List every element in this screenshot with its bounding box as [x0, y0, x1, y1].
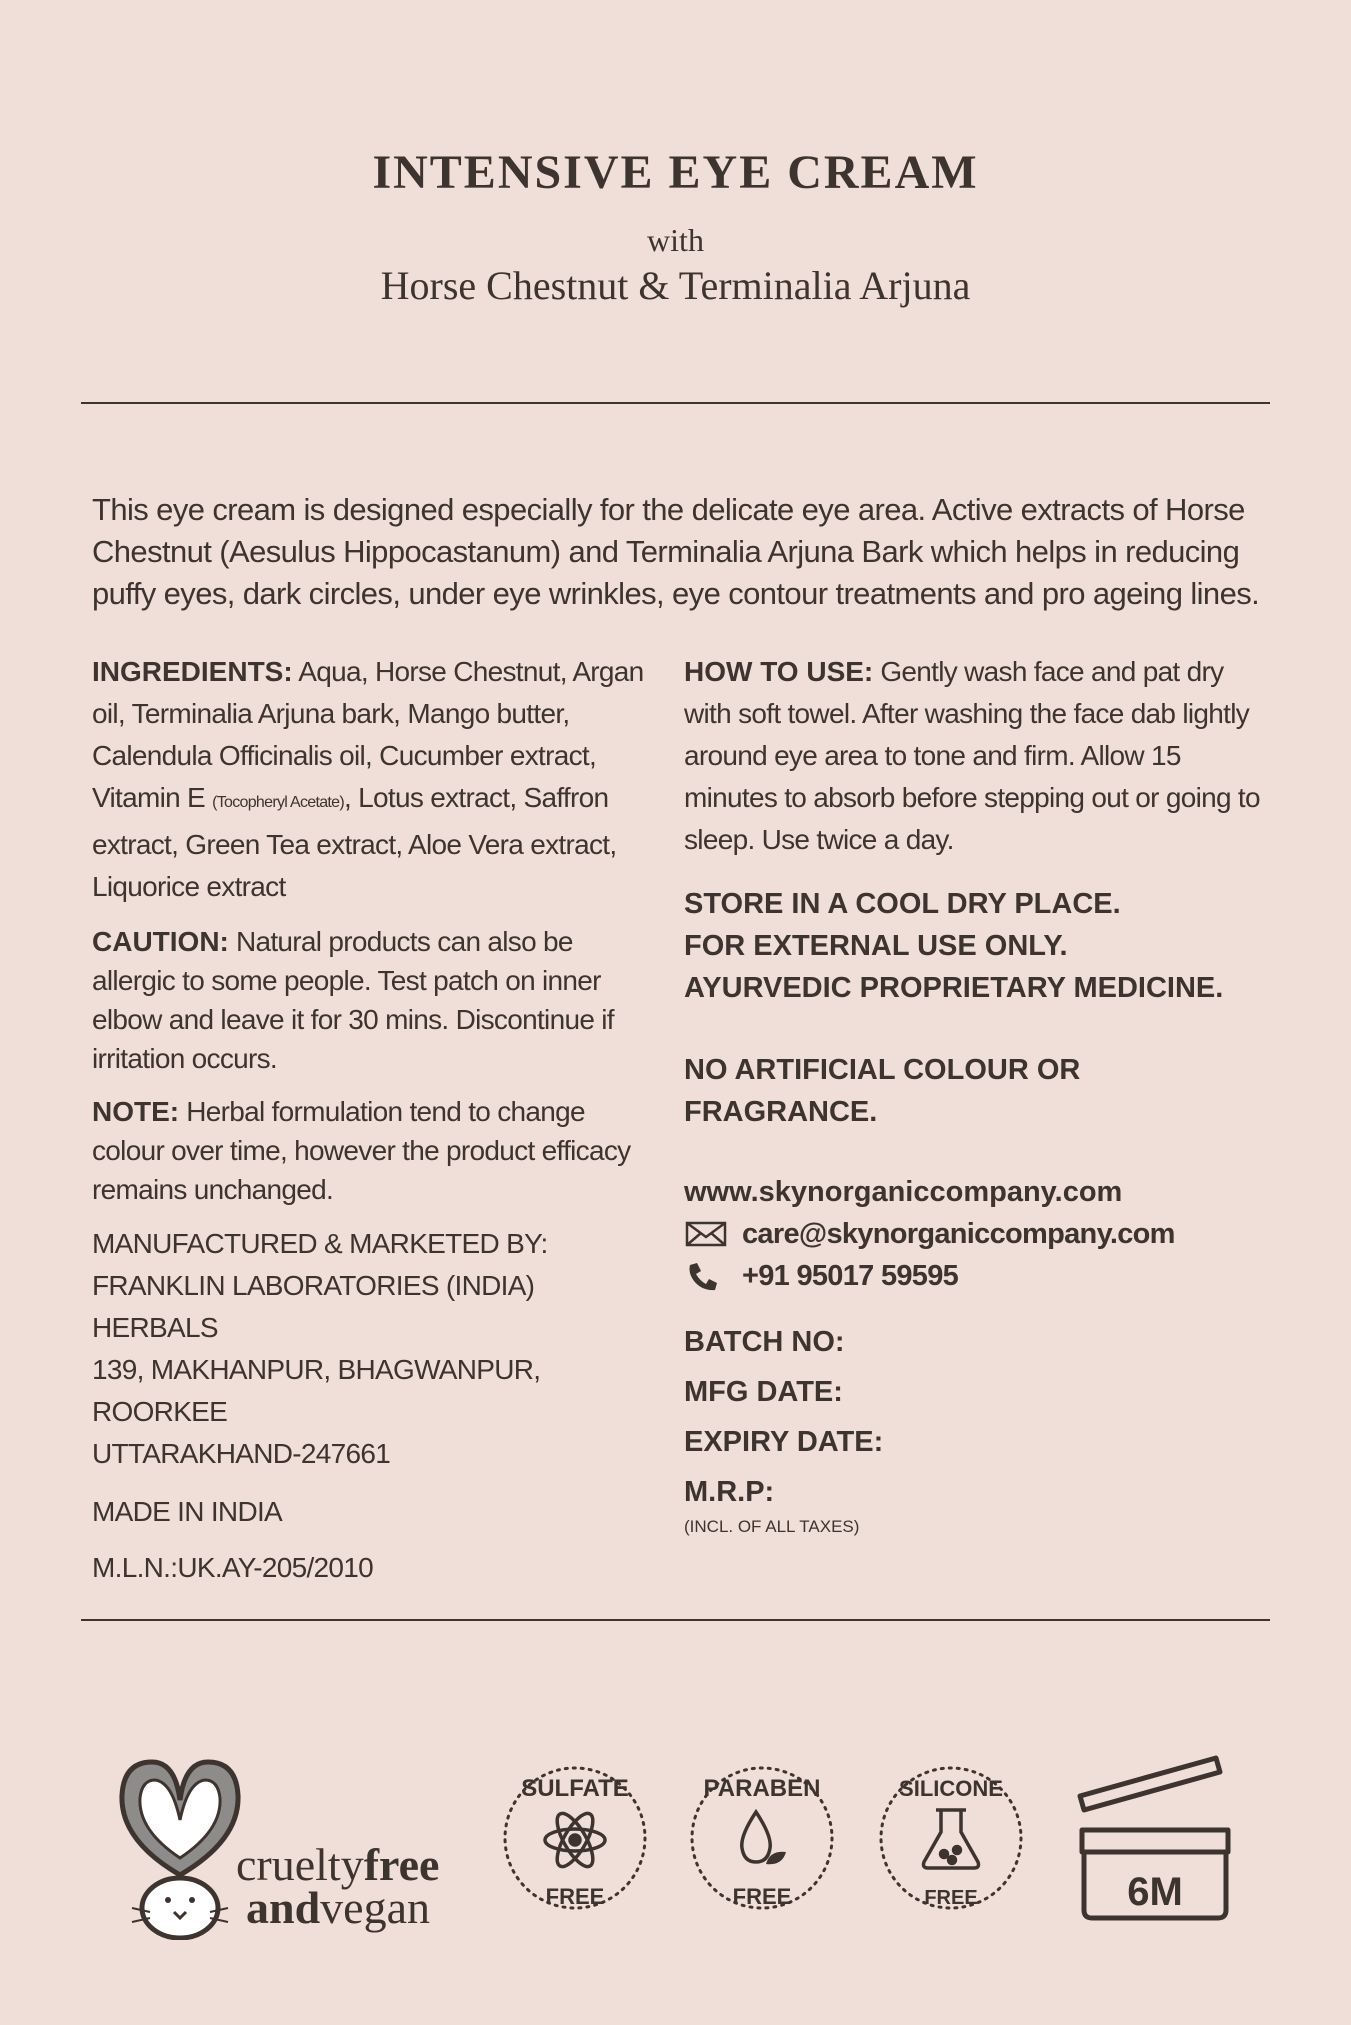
intro-paragraph: This eye cream is designed especially for the delicate eye area. Active extracts of Horse Chestnut (Aesulus Hippocastanum) and Terminalia Arjuna Bark which helps in reducing puffy eyes, dark circles, under eye wrinkles, eye contour treatments and pro ageing lines. — [92, 492, 1260, 611]
badges-row — [0, 1740, 1351, 1940]
left-column — [92, 651, 652, 1589]
ingredients-text-b: , Lotus extract, Saffron extract, Green Tea extract, Aloe Vera extract, Liquorice extract — [92, 782, 617, 902]
rabbit-heart-icon — [122, 1762, 238, 1938]
cruelty-free-badge — [122, 1762, 440, 1938]
product-with: with — [647, 222, 704, 258]
website-link[interactable]: www.skynorganiccompany.com — [684, 1176, 1123, 1208]
mrp-label: M.R.P: — [684, 1476, 775, 1508]
top-divider — [81, 402, 1270, 404]
phone-number[interactable]: +91 95017 59595 — [742, 1260, 959, 1292]
contact-block — [684, 1171, 1264, 1297]
atom-icon — [545, 1809, 605, 1872]
how-to-use-section — [684, 651, 1264, 861]
drop-leaf-icon — [742, 1812, 786, 1864]
pao-text: 6M — [1127, 1870, 1183, 1914]
cruelty-text-a: cruelty — [236, 1839, 364, 1890]
cruelty-text-b: free — [363, 1839, 440, 1890]
warning-ayurvedic: AYURVEDIC PROPRIETARY MEDICINE. — [684, 972, 1224, 1004]
mrp-note: (INCL. OF ALL TAXES) — [684, 1517, 860, 1536]
manufacturer-line1: MANUFACTURED & MARKETED BY: — [92, 1228, 548, 1259]
product-subtitle: Horse Chestnut & Terminalia Arjuna — [380, 263, 971, 308]
warnings-block — [684, 883, 1264, 1133]
caution-text: Natural products can also be allergic to some people. Test patch on inner elbow and leave it for 30 mins. Discontinue if irritation occurs. — [92, 926, 614, 1074]
warning-no-colour: NO ARTIFICIAL COLOUR OR FRAGRANCE. — [684, 1054, 1081, 1128]
manufacturer-line4: UTTARAKHAND-247661 — [92, 1438, 391, 1469]
svg-text:andvegan — [246, 1882, 430, 1933]
mln: M.L.N.:UK.AY-205/2010 — [92, 1552, 374, 1583]
silicone-free-badge — [881, 1768, 1021, 1909]
email-row[interactable] — [684, 1213, 1264, 1255]
how-to-use-text: Gently wash face and pat dry with soft towel. After washing the face dab lightly around eye area to tone and firm. Allow 15 minutes to absorb before stepping out or going to sleep. Use twice a day. — [684, 656, 1260, 855]
ingredients-label: INGREDIENTS: — [92, 656, 293, 687]
note-section — [92, 1092, 652, 1209]
sulfate-free-badge — [505, 1768, 645, 1909]
caution-label: CAUTION: — [92, 926, 229, 957]
manufacturer-line2: FRANKLIN LABORATORIES (INDIA) HERBALS — [92, 1270, 535, 1343]
batch-block — [684, 1317, 1264, 1537]
note-label: NOTE: — [92, 1096, 180, 1127]
manufacturer-line3: 139, MAKHANPUR, BHAGWANPUR, ROORKEE — [92, 1354, 541, 1427]
bottom-divider — [81, 1619, 1270, 1621]
ingredients-small: (Tocopheryl Acetate) — [212, 794, 344, 811]
product-title: INTENSIVE EYE CREAM — [372, 146, 979, 199]
manufacturer-block — [92, 1223, 652, 1475]
caution-section — [92, 922, 652, 1078]
expiry-date: EXPIRY DATE: — [684, 1426, 884, 1458]
silicone-top-text: SILICONE — [899, 1776, 1003, 1801]
how-to-use-label: HOW TO USE: — [684, 656, 874, 687]
mfg-date: MFG DATE: — [684, 1376, 843, 1408]
batch-no: BATCH NO: — [684, 1326, 845, 1358]
open-jar-icon — [1080, 1758, 1228, 1918]
email-address[interactable]: care@skynorganiccompany.com — [742, 1218, 1175, 1250]
note-text: Herbal formulation tend to change colour over time, however the product efficacy remains unchanged. — [92, 1096, 631, 1205]
made-in: MADE IN INDIA — [92, 1496, 283, 1527]
sulfate-top-text: SULFATE — [521, 1775, 629, 1802]
silicone-bottom-text: FREE — [924, 1887, 978, 1909]
paraben-bottom-text: FREE — [732, 1884, 792, 1909]
phone-icon — [684, 1261, 730, 1291]
paraben-top-text: PARABEN — [703, 1775, 821, 1802]
flask-icon — [924, 1810, 979, 1868]
phone-row[interactable] — [684, 1255, 1264, 1297]
envelope-icon — [684, 1219, 730, 1249]
vegan-text-b: vegan — [320, 1882, 431, 1933]
right-column — [684, 651, 1264, 1537]
warning-store: STORE IN A COOL DRY PLACE. — [684, 888, 1121, 920]
paraben-free-badge — [692, 1768, 832, 1909]
vegan-text-a: and — [246, 1882, 321, 1933]
ingredients-section — [92, 651, 652, 908]
ingredients-text-a: Aqua, Horse Chestnut, Argan oil, Terminalia Arjuna bark, Mango butter, Calendula Officinalis oil, Cucumber extract, Vitamin E — [92, 656, 644, 813]
sulfate-bottom-text: FREE — [545, 1884, 605, 1909]
warning-external: FOR EXTERNAL USE ONLY. — [684, 930, 1068, 962]
